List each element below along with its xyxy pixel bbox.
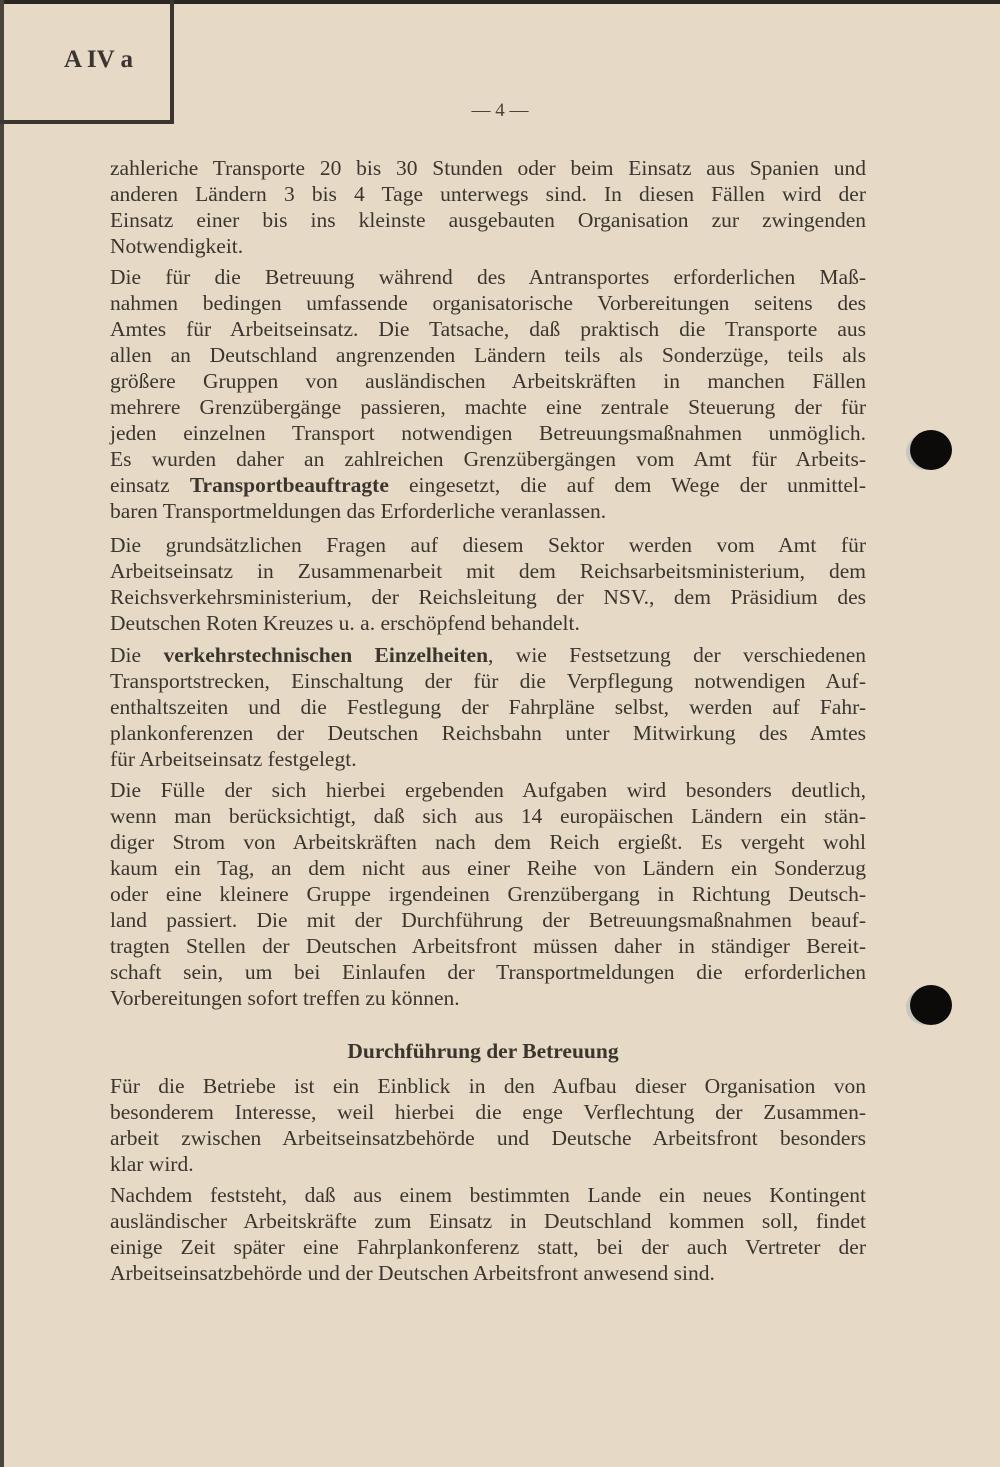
text-segment: Die für die Betreuung während des Antransportes erforderlichen Maß- (110, 265, 866, 289)
text-line (110, 181, 866, 207)
text-segment: ausländischer Arbeitskräfte zum Einsatz in Deutschland kommen soll, findet (110, 1209, 866, 1233)
text-line (110, 777, 866, 803)
text-segment: Vorbereitungen sofort treffen zu können. (110, 986, 460, 1010)
section-label: A IV a (64, 46, 134, 73)
text-line (110, 584, 866, 610)
text-segment: kaum ein Tag, an dem nicht aus einer Reihe von Ländern ein Sonderzug (110, 856, 866, 880)
text-segment: schaft sein, um bei Einlaufen der Transportmeldungen die erforderlichen (110, 960, 866, 984)
text-line (110, 420, 866, 446)
text-line (110, 1208, 866, 1234)
text-line (110, 959, 866, 985)
punch-hole-icon (910, 430, 952, 470)
text-segment: einsatz (110, 473, 190, 497)
scan-edge-left (0, 0, 4, 1467)
paragraph (110, 264, 866, 524)
paragraph (110, 777, 866, 1011)
text-segment: Nachdem feststeht, daß aus einem bestimmten Lande ein neues Kontingent (110, 1183, 866, 1207)
punch-hole-icon (910, 985, 952, 1025)
text-line (110, 233, 866, 259)
text-segment: Die (110, 643, 164, 667)
text-segment: größere Gruppen von ausländischen Arbeitskräften in manchen Fällen (110, 369, 866, 393)
text-line (110, 1073, 866, 1099)
text-line (110, 290, 866, 316)
text-line (110, 720, 866, 746)
bold-term: Transportbeauftragte (189, 473, 389, 497)
text-segment: nahmen bedingen umfassende organisatorische Vorbereitungen seitens des (110, 291, 866, 315)
text-line (110, 532, 866, 558)
text-segment: oder eine kleinere Gruppe irgendeinen Grenzübergang in Richtung Deutsch- (110, 882, 866, 906)
text-line (110, 155, 866, 181)
text-line (110, 610, 866, 636)
text-segment: besonderem Interesse, weil hierbei die enge Verflechtung der Zusammen- (110, 1100, 866, 1124)
text-segment: wenn man berücksichtigt, daß sich aus 14 europäischen Ländern ein stän- (110, 804, 866, 828)
paragraph (110, 532, 866, 636)
text-segment: Reichsverkehrsministerium, der Reichsleitung der NSV., dem Präsidium des (110, 585, 866, 609)
text-segment: enthaltszeiten und die Festlegung der Fahrpläne selbst, werden auf Fahr- (110, 695, 866, 719)
paragraph (110, 1182, 866, 1286)
text-line (110, 803, 866, 829)
text-line (110, 829, 866, 855)
text-line (110, 1182, 866, 1208)
text-line (110, 985, 866, 1011)
text-segment: anderen Ländern 3 bis 4 Tage unterwegs sind. In diesen Fällen wird der (110, 182, 866, 206)
text-line (110, 446, 866, 472)
text-segment: klar wird. (110, 1152, 194, 1176)
text-line (110, 881, 866, 907)
text-segment: Deutschen Roten Kreuzes u. a. erschöpfend behandelt. (110, 611, 580, 635)
text-segment: Es wurden daher an zahlreichen Grenzübergängen vom Amt für Arbeits- (110, 447, 866, 471)
text-segment: zahleriche Transporte 20 bis 30 Stunden oder beim Einsatz aus Spanien und (110, 156, 866, 180)
text-segment: Arbeitseinsatz in Zusammenarbeit mit dem Reichsarbeitsministerium, dem (110, 559, 866, 583)
text-line (110, 933, 866, 959)
text-segment: mehrere Grenzübergänge passieren, machte eine zentrale Steuerung der für (110, 395, 866, 419)
text-line (110, 316, 866, 342)
text-segment: Die Fülle der sich hierbei ergebenden Aufgaben wird besonders deutlich, (110, 778, 866, 802)
text-segment: Für die Betriebe ist ein Einblick in den Aufbau dieser Organisation von (110, 1074, 866, 1098)
text-segment: Arbeitseinsatzbehörde und der Deutschen Arbeitsfront anwesend sind. (110, 1261, 715, 1285)
text-line (110, 394, 866, 420)
text-line (110, 472, 866, 498)
text-line (110, 498, 866, 524)
text-segment: Die grundsätzlichen Fragen auf diesem Sektor werden vom Amt für (110, 533, 866, 557)
text-segment: eingesetzt, die auf dem Wege der unmittel- (388, 473, 866, 497)
text-segment: diger Strom von Arbeitskräften nach dem Reich ergießt. Es vergeht wohl (110, 830, 866, 854)
text-segment: , wie Festsetzung der verschiedenen (488, 643, 866, 667)
text-line (110, 642, 866, 668)
text-line (110, 1151, 866, 1177)
section-heading: Durchführung der Betreuung (347, 1039, 619, 1063)
text-line (110, 558, 866, 584)
paragraph (110, 155, 866, 259)
text-segment: tragten Stellen der Deutschen Arbeitsfront müssen daher in ständiger Bereit- (110, 934, 866, 958)
text-segment: für Arbeitseinsatz festgelegt. (110, 747, 357, 771)
text-line (110, 264, 866, 290)
text-line (110, 1260, 866, 1286)
text-line (110, 855, 866, 881)
text-segment: baren Transportmeldungen das Erforderliche veranlassen. (110, 499, 607, 523)
text-segment: jeden einzelnen Transport notwendigen Betreuungsmaßnahmen unmöglich. (110, 421, 866, 445)
paragraph (110, 1073, 866, 1177)
page-number: — 4 — (471, 100, 529, 121)
text-line (110, 368, 866, 394)
text-line (110, 207, 866, 233)
text-line (110, 1099, 866, 1125)
bold-term: verkehrstechnischen Einzelheiten (163, 643, 489, 667)
text-segment: Transportstrecken, Einschaltung der für die Verpflegung notwendigen Auf- (110, 669, 866, 693)
text-line (110, 342, 866, 368)
text-segment: einige Zeit später eine Fahrplankonferenz statt, bei der auch Vertreter der (110, 1235, 866, 1259)
text-segment: Amtes für Arbeitseinsatz. Die Tatsache, daß praktisch die Transporte aus (110, 317, 866, 341)
text-line (110, 1234, 866, 1260)
text-line (110, 694, 866, 720)
text-line (110, 1125, 866, 1151)
text-line (110, 907, 866, 933)
text-line (110, 668, 866, 694)
text-segment: Einsatz einer bis ins kleinste ausgebauten Organisation zur zwingenden (110, 208, 866, 232)
paragraph (110, 642, 866, 772)
text-segment: plankonferenzen der Deutschen Reichsbahn unter Mitwirkung des Amtes (110, 721, 866, 745)
text-segment: allen an Deutschland angrenzenden Ländern teils als Sonderzüge, teils als (110, 343, 866, 367)
text-segment: land passiert. Die mit der Durchführung der Betreuungsmaßnahmen beauf- (110, 908, 866, 932)
text-line (110, 746, 866, 772)
text-segment: Notwendigkeit. (110, 234, 244, 258)
text-segment: arbeit zwischen Arbeitseinsatzbehörde und Deutsche Arbeitsfront besonders (110, 1126, 866, 1150)
